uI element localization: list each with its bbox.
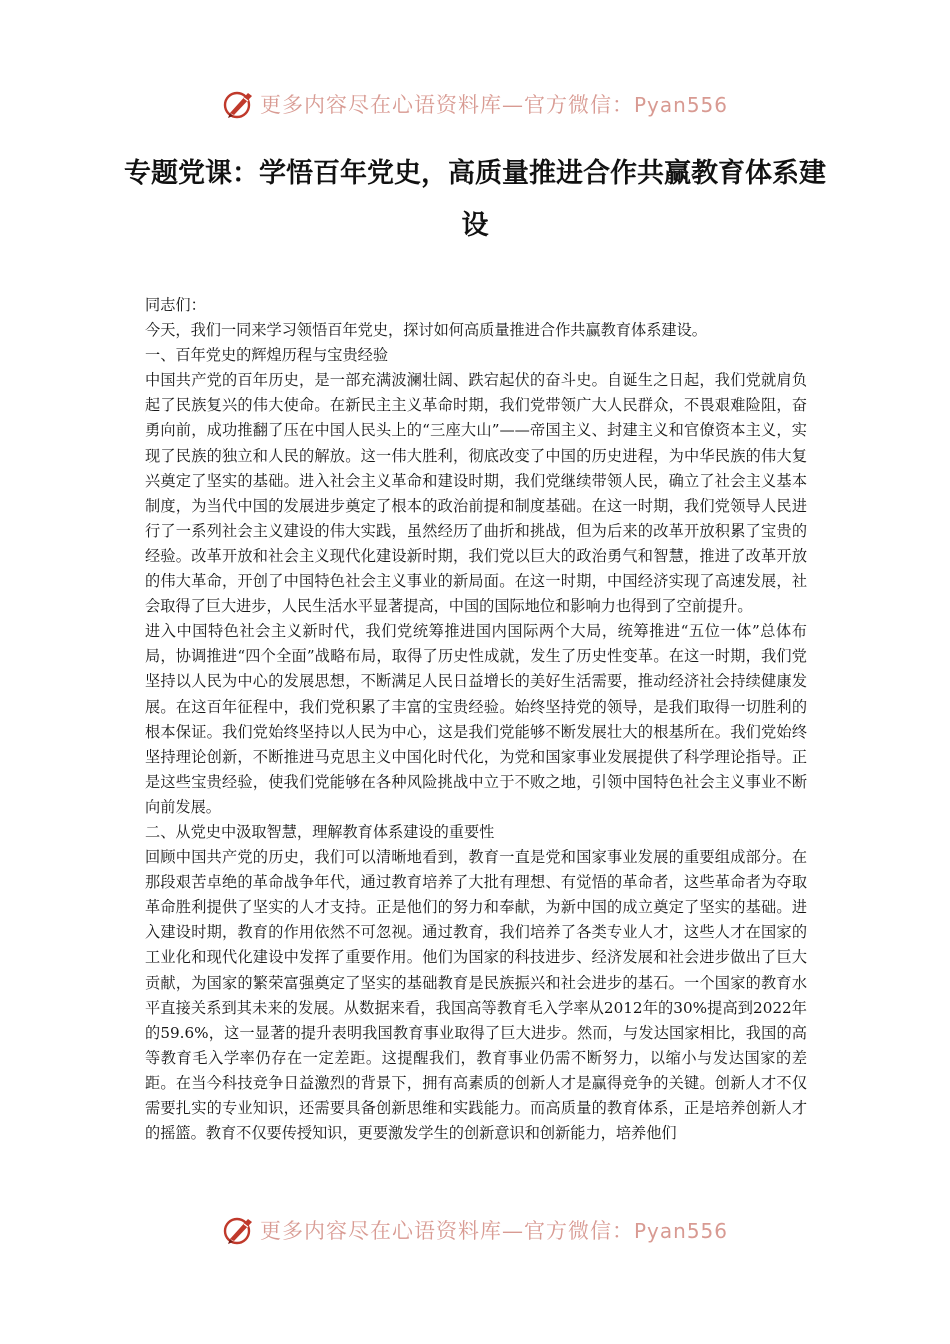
body-paragraph: 回顾中国共产党的历史，我们可以清晰地看到，教育一直是党和国家事业发展的重要组成部分。在那段艰苦卓绝的革命战争年代，通过教育培养了大批有理想、有觉悟的革命者，这些革命者为夺取革命胜利提供了坚实的人才支持。正是他们的努力和奉献，为新中国的成立奠定了坚实的基础。进入建设时期，教育的作用依然不可忽视。通过教育，我们培养了各类专业人才，这些人才在国家的工业化和现代化建设中发挥了重要作用。他们为国家的科技进步、经济发展和社会进步做出了巨大贡献，为国家的繁荣富强奠定了坚实的基础教育是民族振兴和社会进步的基石。一个国家的教育水平直接关系到其未来的发展。从数据来看，我国高等教育毛入学率从2012年的30%提高到2022年的59.6%，这一显著的提升表明我国教育事业取得了巨大进步。然而，与发达国家相比，我国的高等教育毛入学率仍存在一定差距。这提醒我们，教育事业仍需不断努力，以缩小与发达国家的差距。在当今科技竞争日益激烈的背景下，拥有高素质的创新人才是赢得竞争的关键。创新人才不仅需要扎实的专业知识，还需要具备创新思维和实践能力。而高质量的教育体系，正是培养创新人才的摇篮。教育不仅要传授知识，更要激发学生的创新意识和创新能力，培养他们 [145, 848, 807, 1143]
document-title: 专题党课：学悟百年党史，高质量推进合作共赢教育体系建设 [124, 158, 826, 241]
section-heading-1: 一、百年党史的辉煌历程与宝贵经验 [145, 346, 388, 365]
body-paragraph: 中国共产党的百年历史，是一部充满波澜壮阔、跌宕起伏的奋斗史。自诞生之日起，我们党就肩负起了民族复兴的伟大使命。在新民主主义革命时期，我们党带领广大人民群众，不畏艰难险阻，奋勇向前，成功推翻了压在中国人民头上的“三座大山”——帝国主义、封建主义和官僚资本主义，实现了民族的独立和人民的解放。这一伟大胜利，彻底改变了中国的历史进程，为中华民族的伟大复兴奠定了坚实的基础。进入社会主义革命和建设时期，我们党继续带领人民，确立了社会主义基本制度，为当代中国的发展进步奠定了根本的政治前提和制度基础。在这一时期，我们党领导人民进行了一系列社会主义建设的伟大实践，虽然经历了曲折和挑战，但为后来的改革开放积累了宝贵的经验。改革开放和社会主义现代化建设新时期，我们党以巨大的政治勇气和智慧，推进了改革开放的伟大革命，开创了中国特色社会主义事业的新局面。在这一时期，中国经济实现了高速发展，社会取得了巨大进步，人民生活水平显著提高，中国的国际地位和影响力也得到了空前提升。 [145, 371, 807, 616]
watermark-text [260, 1215, 728, 1245]
footer-watermark-banner [0, 1210, 950, 1250]
wechat-id: Pyan556 [633, 1219, 728, 1243]
watermark-label: 更多内容尽在心语资料库—官方微信： [259, 1219, 634, 1243]
wechat-id: Pyan556 [633, 93, 728, 117]
header-watermark-banner [0, 84, 950, 124]
pen-in-circle-icon [222, 1213, 256, 1247]
watermark-text [260, 89, 728, 119]
salutation: 同志们： [145, 296, 206, 314]
section-heading-2: 二、从党史中汲取智慧，理解教育体系建设的重要性 [145, 822, 495, 841]
document-body [145, 293, 807, 1146]
body-paragraph: 进入中国特色社会主义新时代，我们党统筹推进国内国际两个大局，统筹推进“五位一体”总体布局，协调推进“四个全面”战略布局，取得了历史性成就，发生了历史性变革。在这一时期，我们党坚持以人民为中心的发展思想，不断满足人民日益增长的美好生活需要，推动经济社会持续健康发展。在这百年征程中，我们党积累了丰富的宝贵经验。始终坚持党的领导，是我们取得一切胜利的根本保证。我们党始终坚持以人民为中心，这是我们党能够不断发展壮大的根基所在。我们党始终坚持理论创新，不断推进马克思主义中国化时代化，为党和国家事业发展提供了科学理论指导。正是这些宝贵经验，使我们党能够在各种风险挑战中立于不败之地，引领中国特色社会主义事业不断向前发展。 [145, 622, 807, 816]
watermark-label: 更多内容尽在心语资料库—官方微信： [259, 93, 634, 117]
pen-in-circle-icon [222, 87, 256, 121]
intro-paragraph: 今天，我们一同来学习领悟百年党史，探讨如何高质量推进合作共赢教育体系建设。 [145, 321, 707, 340]
